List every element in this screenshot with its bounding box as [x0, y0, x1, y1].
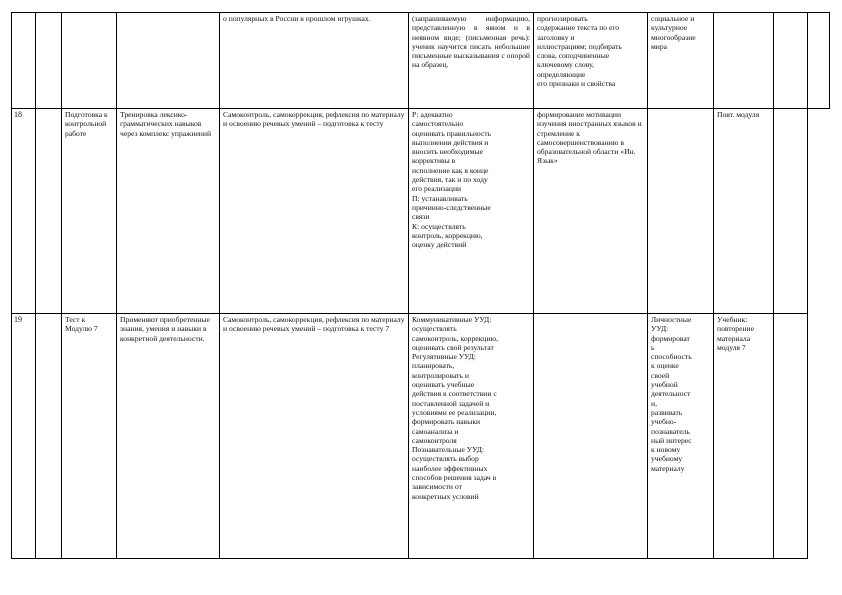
meta-line: К: осуществлять: [412, 221, 466, 231]
meta-line: поставленной задачей и: [412, 398, 490, 408]
personal-cell: формирование мотивации изучения иностранных языков и стремление к самосовершенствованию в образовательной области «Ин. Язык»: [534, 109, 648, 314]
extra-cell: [808, 13, 830, 109]
meta-line: связи: [412, 212, 430, 222]
personal-uud-line: формироват: [651, 333, 690, 343]
content-cell: Применяют приобретенные знания, умения и навыки в конкретной деятельности.: [117, 314, 220, 559]
meta-line: самоанализа и: [412, 426, 459, 436]
meta-line: способов решения задач в: [412, 473, 497, 483]
personal-uud-line: способность: [651, 352, 692, 362]
activity-cell: (запрашиваемую информацию, представленную в явном и в неявном виде; (письменная речь): ученик научится писать небольшие письменные высказывания с опорой на образец.: [409, 13, 534, 109]
meta-line: оценку действий: [412, 240, 467, 250]
meta-line: определяющие: [537, 69, 586, 79]
meta-line: Р: адекватно: [412, 110, 453, 119]
meta-line: контролировать и: [412, 370, 469, 380]
personal-uud-cell: [648, 109, 714, 314]
activity-cell: Самоконтроль, самокоррекция, рефлексия по материалу и освоению речевых умений – подготовка к тесту: [220, 109, 409, 314]
personal-uud-line: учебной: [651, 380, 678, 390]
meta-line: причинно-следственные: [412, 202, 491, 212]
meta-line: его признаки и свойства: [537, 79, 616, 89]
personal-uud-line: развивать: [651, 407, 683, 417]
meta-line: самоконтроля: [412, 435, 457, 445]
meta-line: Регулятивные УУД:: [412, 352, 477, 362]
meta-line: действия в соответствии с: [412, 389, 497, 399]
personal-uud-line: и,: [651, 398, 657, 408]
control-cell: [774, 13, 808, 109]
personal-uud-line: учебному: [651, 454, 683, 464]
personal-uud-line: познаватель: [651, 426, 690, 436]
lesson-number-cell: 19: [12, 314, 36, 559]
extra-cell: [774, 109, 808, 314]
personal-uud-line: деятельност: [651, 389, 691, 399]
meta-line: оценивать свой результат: [412, 342, 494, 352]
lesson-number-cell: 18: [12, 109, 36, 314]
lesson-number-cell: [62, 13, 117, 109]
meta-line: коррективы в: [412, 156, 456, 166]
meta-line: ключевому слову,: [537, 60, 594, 70]
personal-uud-cell: [714, 13, 774, 109]
meta-line: наиболее эффективных: [412, 463, 488, 473]
meta-line: слова, соподчиненные: [537, 51, 610, 61]
personal-cell: социальное и культурное многообразие мира: [648, 13, 714, 109]
meta-line: заголовку и: [537, 32, 575, 42]
content-cell: Тренировка лексико-грамматических навыков через комплекс упражнений: [117, 109, 220, 314]
meta-line: П: устанавливать: [412, 193, 468, 203]
lesson-topic-cell: [117, 13, 220, 109]
lesson-plan-table: [11, 12, 830, 559]
meta-line: его реализации: [412, 184, 462, 194]
meta-line: формировать навыки: [412, 417, 481, 427]
personal-uud-line: учебно-: [651, 417, 677, 427]
meta-line: прогнозировать: [537, 14, 588, 23]
meta-line: оценивать правильность: [412, 128, 492, 138]
personal-uud-line: материалу: [651, 463, 685, 473]
meta-line: Коммуникативные УУД:: [412, 315, 492, 324]
meta-line: действия, так и по ходу: [412, 175, 488, 185]
meta-line: планировать,: [412, 361, 455, 371]
lesson-topic-cell: Подготовка к контрольной работе: [62, 109, 117, 314]
meta-line: исполнение как в конце: [412, 165, 489, 175]
meta-line: конкретных условий: [412, 491, 479, 501]
content-cell: о популярных в России в прошлом игрушках.: [220, 13, 409, 109]
personal-uud-line: УУД:: [651, 324, 669, 334]
table-row: [12, 109, 830, 314]
extra-cell: [774, 314, 808, 559]
empty-cell: [36, 314, 62, 559]
lesson-topic-cell: Тест к Модулю 7: [62, 314, 117, 559]
table-row: [12, 314, 830, 559]
meta-line: выполнения действия и: [412, 137, 489, 147]
meta-uud-cell: [409, 109, 534, 314]
personal-uud-cell: [648, 314, 714, 559]
meta-line: вносить необходимые: [412, 147, 483, 157]
personal-uud-line: ный интерес: [651, 435, 692, 445]
meta-line: осуществлять выбор: [412, 454, 479, 464]
personal-uud-line: ь: [651, 342, 655, 352]
control-cell: Повт. модуля: [714, 109, 774, 314]
empty-cell: [36, 109, 62, 314]
meta-line: иллюстрациям; подбирать: [537, 41, 622, 51]
meta-line: содержание текста по его: [537, 23, 620, 33]
meta-line: контроль, коррекцию,: [412, 230, 483, 240]
meta-line: осуществлять: [412, 324, 457, 334]
meta-uud-cell: [409, 314, 534, 559]
empty-cell: [36, 13, 62, 109]
meta-line: самостоятельно: [412, 119, 464, 129]
control-cell: Учебник: повторение материала модуля 7: [714, 314, 774, 559]
personal-uud-line: Личностные: [651, 315, 692, 324]
table-row: [12, 13, 830, 109]
meta-line: оценивать учебные: [412, 380, 475, 390]
personal-uud-line: к новому: [651, 445, 681, 455]
personal-uud-line: к оценке: [651, 361, 679, 371]
meta-line: Познавательные УУД:: [412, 445, 485, 455]
meta-line: условиями ее реализации,: [412, 407, 497, 417]
meta-line: зависимости от: [412, 482, 462, 492]
personal-uud-line: своей: [651, 370, 670, 380]
meta-line: самоконтроль, коррекцию,: [412, 333, 499, 343]
meta-uud-cell: [534, 13, 648, 109]
empty-cell: [12, 13, 36, 109]
activity-cell: Самоконтроль, самокоррекция, рефлексия по материалу и освоению речевых умений – подготовка к тесту 7: [220, 314, 409, 559]
personal-cell: [534, 314, 648, 559]
